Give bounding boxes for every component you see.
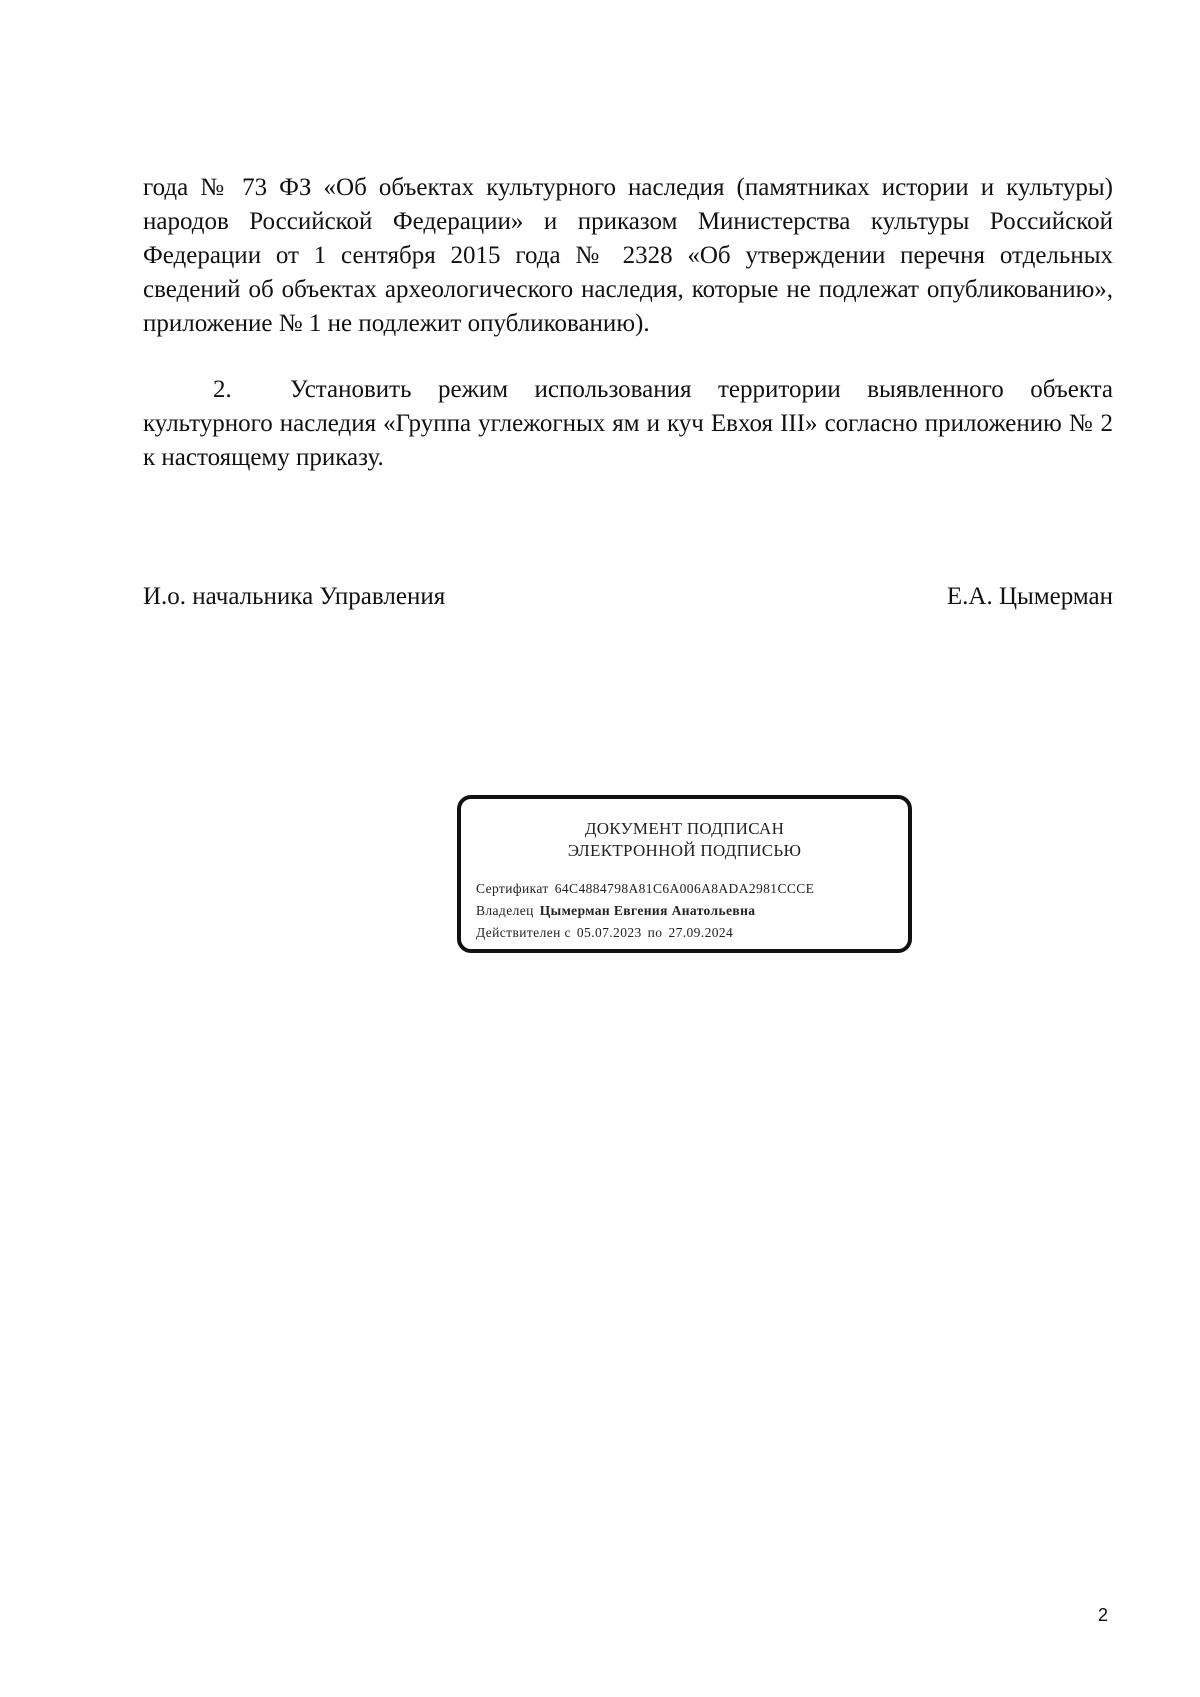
valid-to: 27.09.2024 bbox=[668, 925, 734, 940]
stamp-title-line-1: ДОКУМЕНТ ПОДПИСАН bbox=[584, 819, 785, 838]
valid-to-label: по bbox=[647, 925, 663, 940]
stamp-owner bbox=[476, 901, 755, 921]
valid-from: 05.07.2023 bbox=[576, 925, 642, 940]
certificate-value: 64C4884798A81C6A006A8ADA2981CCCE bbox=[554, 881, 815, 896]
stamp-validity bbox=[476, 923, 733, 943]
stamp-title-line-2: ЭЛЕКТРОННОЙ ПОДПИСЬЮ bbox=[567, 841, 802, 860]
page-number: 2 bbox=[1098, 1605, 1109, 1625]
owner-label: Владелец bbox=[476, 903, 534, 918]
paragraph-continuation: года № 73 ФЗ «Об объектах культурного наследия (памятниках истории и культуры) народов Российской Федерации» и приказом Министерства культуры Российской Федерации от 1 сентября 2015 года № 2328 «Об утверждении перечня отдельных сведений об объектах археологического наследия, которые не подлежат опубликованию», приложение № 1 не подлежит опубликованию). bbox=[143, 174, 1113, 337]
item-text: Установить режим использования территории выявленного объекта культурного наследия «Группа углежогных ям и куч Евхоя III» согласно приложению № 2 к настоящему приказу. bbox=[143, 376, 1113, 471]
signatory-position: И.о. начальника Управления bbox=[143, 583, 446, 610]
signatory-name: Е.А. Цымерман bbox=[946, 583, 1113, 610]
signature-block bbox=[143, 580, 1113, 614]
certificate-label: Сертификат bbox=[476, 881, 549, 896]
item-number: 2. bbox=[213, 376, 232, 403]
paragraph-item-2 bbox=[143, 373, 1113, 475]
valid-label: Действителен с bbox=[476, 925, 571, 940]
owner-value: Цымерман Евгения Анатольевна bbox=[539, 903, 756, 918]
electronic-signature-stamp bbox=[457, 795, 912, 953]
stamp-certificate bbox=[476, 879, 814, 899]
